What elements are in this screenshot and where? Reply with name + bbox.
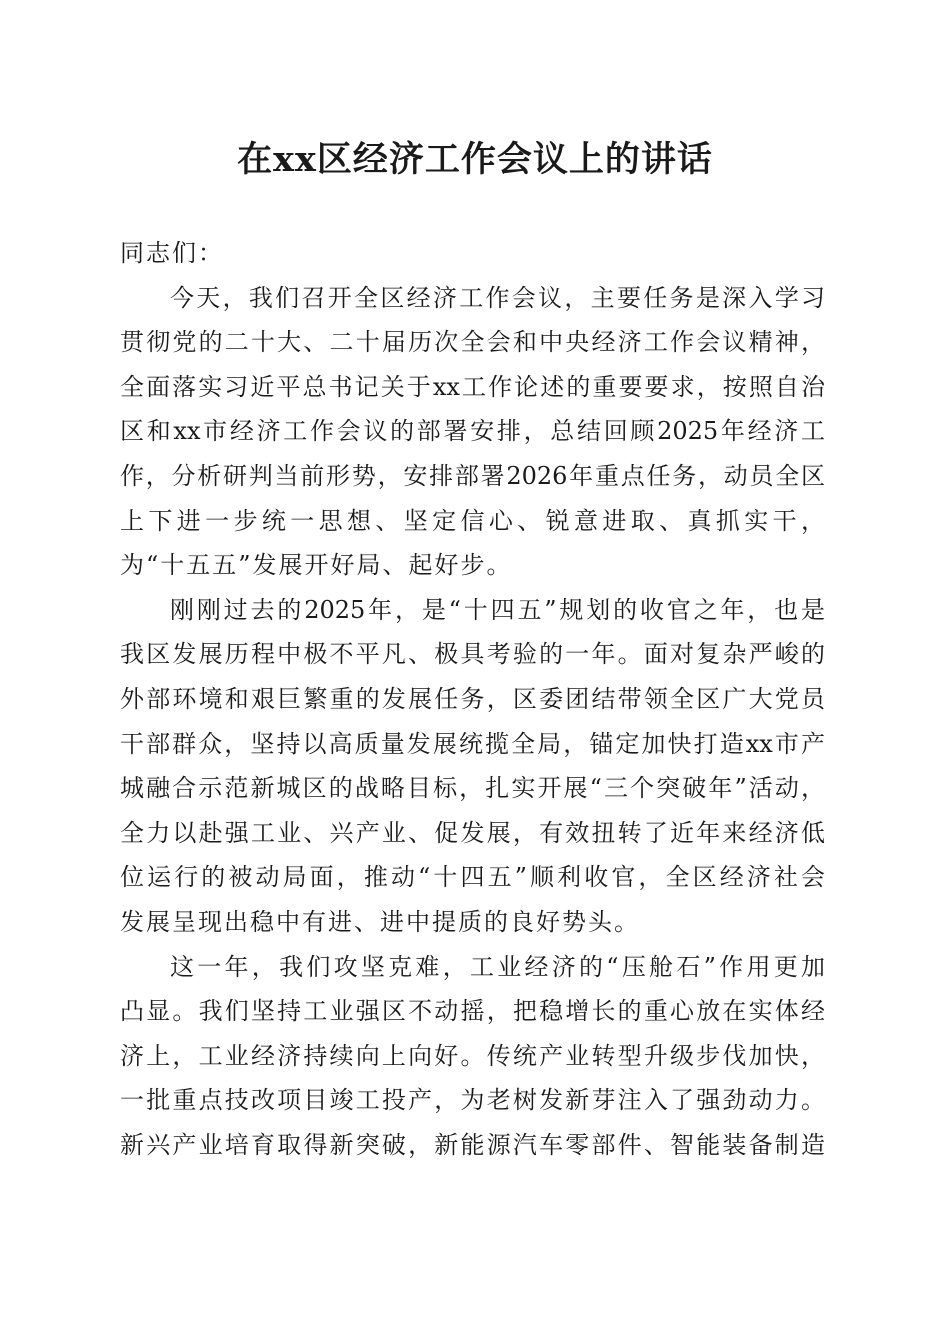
- paragraph-line: 这一年，我们攻坚克难，工业经济的“压舱石”作用更加: [170, 952, 825, 981]
- paragraph-line: 干部群众，坚持以高质量发展统揽全局，锚定加快打造xx市产: [120, 729, 825, 758]
- paragraph-line: 新兴产业培育取得新突破，新能源汽车零部件、智能装备制造: [120, 1130, 825, 1159]
- paragraph-line: 刚刚过去的2025年，是“十四五”规划的收官之年，也是: [170, 595, 825, 624]
- document-title: 在xx区经济工作会议上的讲话: [237, 139, 713, 180]
- paragraph-line: 贯彻党的二十大、二十届历次全会和中央经济工作会议精神，: [120, 328, 825, 357]
- paragraph-line: 城融合示范新城区的战略目标，扎实开展“三个突破年”活动，: [120, 774, 825, 803]
- paragraph-line: 全力以赴强工业、兴产业、促发展，有效扭转了近年来经济低: [120, 818, 825, 847]
- paragraph-line: 发展呈现出稳中有进、进中提质的良好势头。: [120, 907, 640, 936]
- paragraph-line: 我区发展历程中极不平凡、极具考验的一年。面对复杂严峻的: [120, 640, 825, 669]
- paragraph-industry: [120, 945, 825, 1168]
- paragraph-line: 济上，工业经济持续向上向好。传统产业转型升级步伐加快，: [120, 1041, 825, 1070]
- document-body: [120, 231, 825, 1167]
- paragraph-line: 凸显。我们坚持工业强区不动摇，把稳增长的重心放在实体经: [120, 997, 825, 1026]
- paragraph-line: 位运行的被动局面，推动“十四五”顺利收官，全区经济社会: [120, 863, 825, 892]
- salutation: 同志们：: [120, 239, 224, 267]
- paragraph-line: 区和xx市经济工作会议的部署安排，总结回顾2025年经济工: [120, 417, 825, 446]
- paragraph-line: 作，分析研判当前形势，安排部署2026年重点任务，动员全区: [120, 461, 825, 490]
- paragraph-review: [120, 588, 825, 945]
- paragraph-line: 外部环境和艰巨繁重的发展任务，区委团结带领全区广大党员: [120, 684, 825, 713]
- paragraph-line: 为“十五五”发展开好局、起好步。: [120, 551, 513, 580]
- paragraph-line: 上下进一步统一思想、坚定信心、锐意进取、真抓实干，: [120, 506, 825, 535]
- paragraph-line: 一批重点技改项目竣工投产，为老树发新芽注入了强劲动力。: [120, 1086, 825, 1115]
- paragraph-opening: [120, 276, 825, 588]
- paragraph-line: 全面落实习近平总书记关于xx工作论述的重要要求，按照自治: [120, 372, 825, 401]
- paragraph-line: 今天，我们召开全区经济工作会议，主要任务是深入学习: [170, 283, 825, 312]
